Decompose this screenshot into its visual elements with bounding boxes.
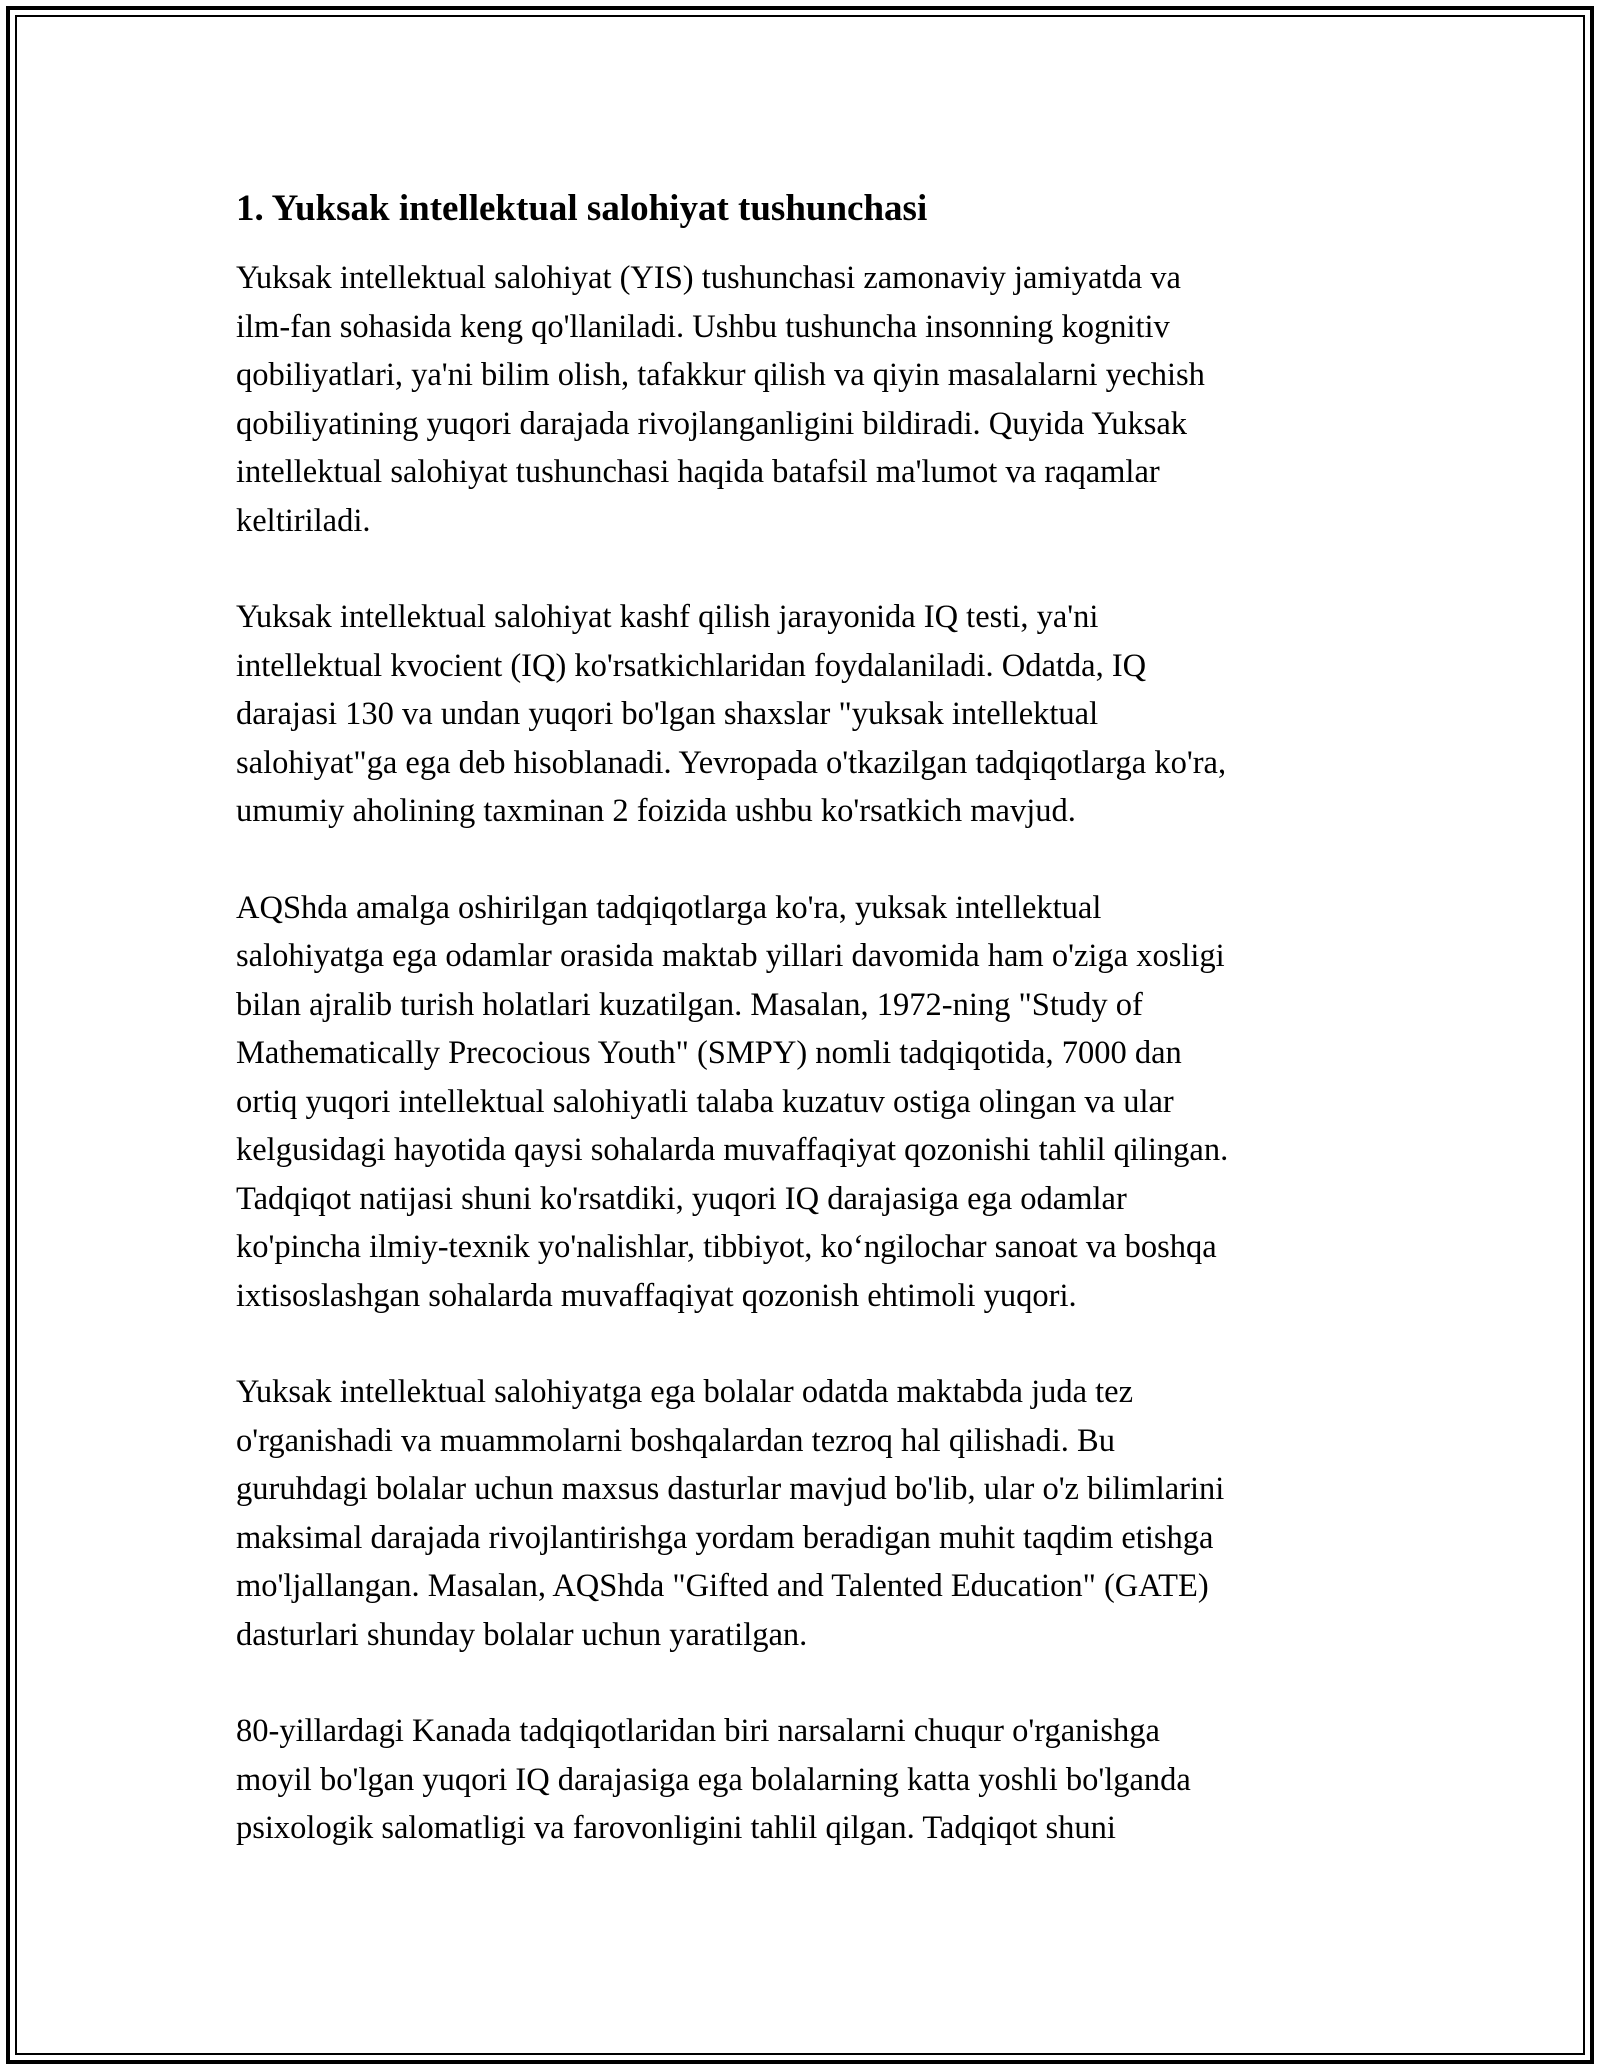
paragraph-intro (236, 254, 1376, 545)
text-line: keltiriladi. (236, 502, 371, 539)
text-line: ortiq yuqori intellektual salohiyatli talaba kuzatuv ostiga olingan va ular (236, 1083, 1174, 1120)
document-body (236, 186, 1376, 1901)
text-line: Mathematically Precocious Youth" (SMPY) nomli tadqiqotida, 7000 dan (236, 1035, 1182, 1071)
text-line: darajasi 130 va undan yuqori bo'lgan shaxslar "yuksak intellektual (236, 696, 1099, 732)
text-line: 80-yillardagi Kanada tadqiqotlaridan biri narsalarni chuqur o'rganishga (236, 1713, 1160, 1749)
text-line: intellektual salohiyat tushunchasi haqida batafsil ma'lumot va raqamlar (236, 454, 1160, 490)
text-line: salohiyat"ga ega deb hisoblanadi. Yevropada o'tkazilgan tadqiqotlarga ko'ra, (236, 744, 1227, 781)
paragraph-canada-study (236, 1707, 1376, 1853)
paragraph-gifted-education (236, 1368, 1376, 1659)
text-line: Yuksak intellektual salohiyatga ega bolalar odatda maktabda juda tez (236, 1374, 1134, 1410)
text-line: ixtisoslashgan sohalarda muvaffaqiyat qozonish ehtimoli yuqori. (236, 1277, 1077, 1314)
text-line: Tadqiqot natijasi shuni ko'rsatdiki, yuqori IQ darajasiga ega odamlar (236, 1180, 1127, 1217)
paragraph-smpy-study (236, 884, 1376, 1321)
text-line: qobiliyatining yuqori darajada rivojlanganligini bildiradi. Quyida Yuksak (236, 405, 1188, 442)
text-line: ilm-fan sohasida keng qo'llaniladi. Ushbu tushuncha insonning kognitiv (236, 308, 1170, 345)
text-line: AQShda amalga oshirilgan tadqiqotlarga ko'ra, yuksak intellektual (236, 889, 1102, 926)
text-line: salohiyatga ega odamlar orasida maktab yillari davomida ham o'ziga xosligi (236, 938, 1225, 974)
text-line: Yuksak intellektual salohiyat (YIS) tushunchasi zamonaviy jamiyatda va (236, 260, 1181, 296)
text-line: kelgusidagi hayotida qaysi sohalarda muvaffaqiyat qozonishi tahlil qilingan. (236, 1132, 1229, 1168)
text-line: ko'pincha ilmiy-texnik yo'nalishlar, tibbiyot, ko‘ngilochar sanoat va boshqa (236, 1229, 1217, 1265)
text-line: umumiy aholining taxminan 2 foizida ushbu ko'rsatkich mavjud. (236, 793, 1076, 829)
text-line: dasturlari shunday bolalar uchun yaratilgan. (236, 1616, 808, 1653)
text-line: moyil bo'lgan yuqori IQ darajasiga ega bolalarning katta yoshli bo'lganda (236, 1761, 1191, 1798)
text-line: bilan ajralib turish holatlari kuzatilgan. Masalan, 1972-ning "Study of (236, 986, 1143, 1023)
text-line: Yuksak intellektual salohiyat kashf qilish jarayonida IQ testi, ya'ni (236, 599, 1099, 635)
text-line: maksimal darajada rivojlantirishga yordam beradigan muhit taqdim etishga (236, 1519, 1214, 1556)
text-line: qobiliyatlari, ya'ni bilim olish, tafakkur qilish va qiyin masalalarni yechish (236, 357, 1205, 393)
text-line: mo'ljallangan. Masalan, AQShda "Gifted and Talented Education" (GATE) (236, 1568, 1209, 1604)
paragraph-iq-test (236, 593, 1376, 836)
text-line: intellektual kvocient (IQ) ko'rsatkichlaridan foydalaniladi. Odatda, IQ (236, 647, 1147, 684)
text-line: psixologik salomatligi va farovonligini tahlil qilgan. Tadqiqot shuni (236, 1810, 1116, 1846)
text-line: guruhdagi bolalar uchun maxsus dasturlar mavjud bo'lib, ular o'z bilimlarini (236, 1471, 1225, 1507)
section-heading: 1. Yuksak intellektual salohiyat tushunchasi (236, 188, 928, 229)
text-line: o'rganishadi va muammolarni boshqalardan tezroq hal qilishadi. Bu (236, 1422, 1115, 1459)
